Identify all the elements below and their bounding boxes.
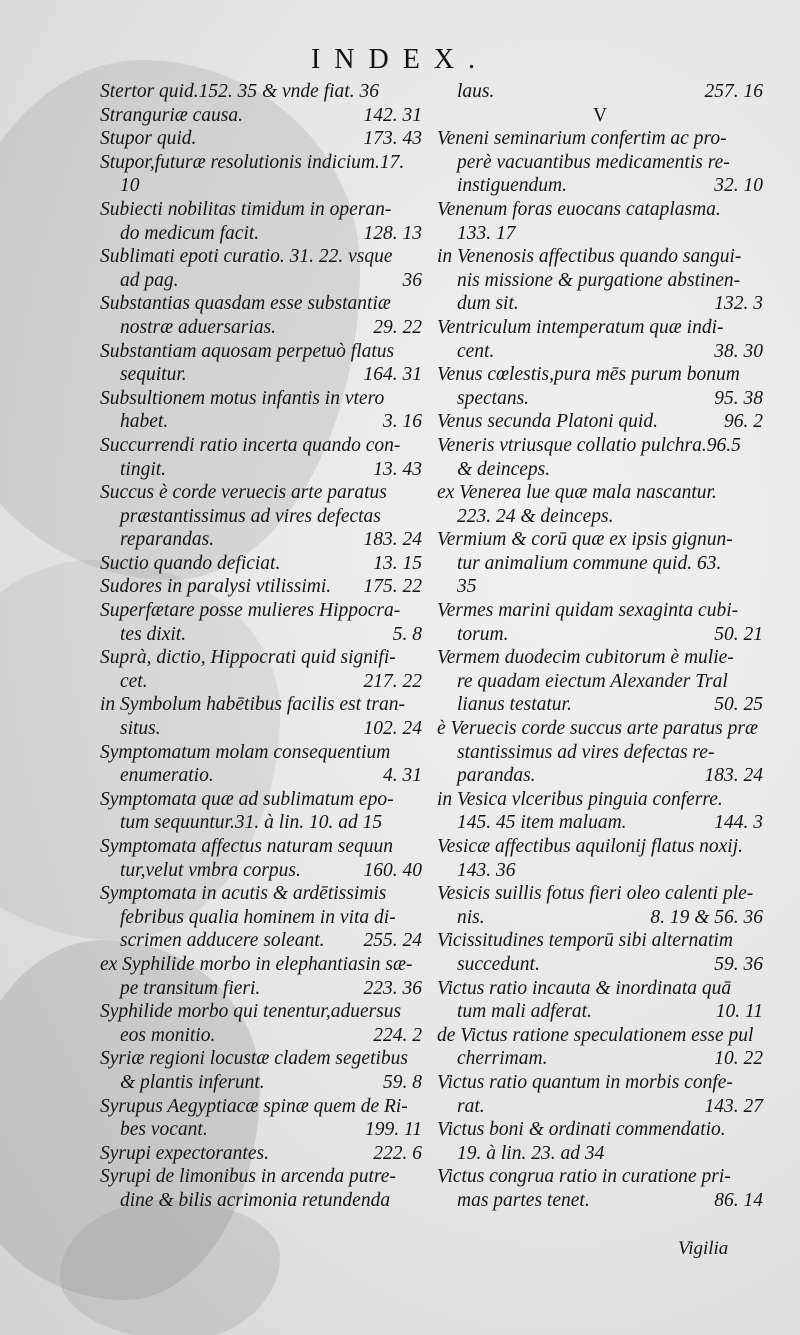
page-reference: 10. 22 [714,1048,763,1070]
entry-text: Substantiam aquosam perpetuò flatus [100,340,395,362]
entry-text: Symptomata quæ ad sublimatum epo- [100,788,394,810]
index-entry [437,434,763,481]
index-entry-line [437,741,763,765]
index-entry-line [100,717,422,741]
entry-text: Sudores in paralysi vtilissimi. [100,576,332,598]
entry-text: Stranguriæ causa. [100,104,244,126]
entry-text: Victus ratio incauta & inordinata quā [437,977,732,999]
index-entry-line [437,80,763,104]
index-entry-line [100,623,422,647]
entry-text: ex Venerea lue quæ mala nascantur. [437,482,717,504]
index-entry-line [100,764,422,788]
page-reference: 10. 11 [715,1001,763,1023]
index-entry-line [437,977,763,1001]
entry-text: Suprà, dictio, Hippocrati quid signifi- [100,647,396,669]
page-reference: 36 [402,269,422,291]
page-reference: 102. 24 [363,718,422,740]
index-entry-line [437,670,763,694]
index-entry-line [437,646,763,670]
page-reference: 8. 19 & 56. 36 [650,906,763,928]
index-entry [100,292,422,339]
entry-text: Vesicæ affectibus aquilonij flatus noxij. [437,836,744,857]
entry-text: Subsultionem motus infantis in vtero [100,387,385,409]
index-entry-line [437,1189,763,1213]
entry-text: tum sequuntur.31. à lin. 10. ad 15 [120,812,383,834]
index-entry-line [437,717,763,741]
entry-text: Syrupus Aegyptiacæ spinæ quem de Ri- [100,1095,408,1117]
index-entry-line [437,505,763,529]
entry-text: rat. [457,1095,485,1117]
index-entry-line [437,528,763,552]
entry-text: Venus cœlestis,pura mēs purum bonum [437,364,740,386]
index-entry [437,1165,763,1212]
index-entry-line [100,1071,422,1095]
entry-text: nis missione & purgatione abstinen- [457,269,741,291]
index-entry-line [100,316,422,340]
index-entry [100,1047,422,1094]
index-entry [437,410,763,434]
index-entry-line [437,198,763,222]
page-reference: 224. 2 [373,1024,422,1046]
index-entry-line [437,693,763,717]
index-entry-line [437,599,763,623]
entry-text: lianus testatur. [457,694,572,716]
index-entry-line [100,481,422,505]
index-entry-line [100,505,422,529]
page-reference: 13. 15 [373,552,422,574]
index-entry-line [100,811,422,835]
entry-text: Stupor,futuræ resolutionis indicium.17. [100,151,405,173]
entry-text: Venus secunda Platoni quid. [437,411,658,433]
index-entry-line [437,292,763,316]
index-entry-line [100,859,422,883]
entry-text: Symptomatum molam consequentium [100,741,391,763]
page-reference: 257. 16 [704,81,763,102]
entry-text: Subiecti nobilitas timidum in operan- [100,198,392,220]
index-entry-line [437,458,763,482]
index-entry-line [100,788,422,812]
index-entry-line [100,693,422,717]
index-entry-line [437,316,763,340]
entry-text: succedunt. [457,953,540,975]
index-entry-line [437,387,763,411]
index-entry [100,434,422,481]
index-entry-line [100,599,422,623]
page-reference: 255. 24 [363,930,422,952]
index-entry-line [437,1165,763,1189]
entry-text: Vermium & corū quæ ex ipsis gignun- [437,529,733,551]
page-reference: 164. 31 [363,364,422,386]
index-entry-line [437,1071,763,1095]
entry-text: Vesicis suillis fotus fieri oleo calenti ple- [437,883,754,905]
entry-text: tingit. [120,458,167,480]
entry-text: de Victus ratione speculationem esse pul [437,1024,754,1046]
index-entry-line [437,811,763,835]
entry-text: Symptomata in acutis & ardētissimis [100,883,387,905]
index-entry-line [100,458,422,482]
index-entry [437,528,763,599]
entry-text: 223. 24 & deinceps. [457,505,614,527]
index-entry [100,646,422,693]
index-entry-line [100,1142,422,1166]
entry-text: situs. [120,718,161,740]
page-reference: 50. 21 [714,623,763,645]
index-entry-line [100,977,422,1001]
index-entry [437,1024,763,1071]
index-entry [437,929,763,976]
page-reference: 5. 8 [392,623,422,645]
page-reference: 4. 31 [383,765,422,787]
entry-text: Symptomata affectus naturam sequun [100,836,394,857]
page-reference: 128. 13 [363,222,422,244]
entry-text: è Veruecis corde succus arte paratus præ [437,718,758,740]
page-reference: 86. 14 [714,1189,763,1211]
index-entry [437,882,763,929]
index-entry-line [100,528,422,552]
page-header: INDEX. [310,44,490,75]
entry-text: Vermem duodecim cubitorum è mulie- [437,647,734,669]
index-entry [100,198,422,245]
index-entry-line [437,340,763,364]
entry-text: cherrimam. [457,1048,548,1070]
index-entry-line [100,835,422,859]
entry-text: 145. 45 item maluam. [457,812,627,834]
index-entry-line [437,859,763,883]
index-entry [100,481,422,552]
index-entry-line [100,906,422,930]
index-entry-line [100,80,422,104]
index-entry [437,835,763,882]
index-entry [100,953,422,1000]
entry-text: Stertor quid.152. 35 & vnde fiat. 36 [100,81,379,102]
page-reference: 143. 27 [704,1095,763,1117]
entry-text: stantissimus ad vires defectas re- [457,741,715,763]
entry-text: tum mali adferat. [457,1001,592,1023]
entry-text: 133. 17 [457,222,516,244]
index-entry [100,599,422,646]
index-entry-line [100,151,422,175]
index-entry-line [100,174,422,198]
index-entry-line [437,764,763,788]
entry-text: Syrupi expectorantes. [100,1142,269,1164]
entry-text: 143. 36 [457,859,516,881]
index-entry-line [100,575,422,599]
entry-text: in Symbolum habētibus facilis est tran- [100,694,405,716]
page-reference: 222. 6 [373,1142,422,1164]
index-entry-line [437,245,763,269]
index-entry [437,363,763,410]
entry-text: Victus congrua ratio in curatione pri- [437,1166,731,1188]
page-reference: 13. 43 [373,458,422,480]
entry-text: laus. [457,81,495,102]
index-entry-line [100,1047,422,1071]
entry-text: Venenum foras euocans cataplasma. [437,198,721,220]
entry-text: mas partes tenet. [457,1189,590,1211]
page-reference: 144. 3 [714,812,763,834]
index-entry-line [100,1189,422,1213]
index-entry-line [100,127,422,151]
page-reference: 32. 10 [714,175,763,197]
entry-text: tur animalium commune quid. 63. [457,552,722,574]
index-entry-line [100,1095,422,1119]
page-reference: 59. 8 [383,1071,422,1093]
entry-text: Ventriculum intemperatum quæ indi- [437,316,724,338]
index-entry [100,788,422,835]
entry-text: re quadam eiectum Alexander Tral [457,670,728,692]
index-entry-line [100,387,422,411]
entry-text: Sublimati epoti curatio. 31. 22. vsque [100,246,393,268]
entry-text: 35 [457,576,477,598]
index-entry [100,1142,422,1166]
entry-text: ad pag. [120,269,179,291]
entry-text: sequitur. [120,364,187,386]
catchword: Vigilia [678,1238,729,1259]
entry-text: ex Syphilide morbo in elephantiasin sæ- [100,953,413,975]
index-entry-line [100,104,422,128]
page-reference: 50. 25 [714,694,763,716]
index-entry-line [437,906,763,930]
index-entry-line [437,363,763,387]
entry-text: nostræ aduersarias. [120,316,277,338]
index-entry [100,835,422,882]
entry-text: & deinceps. [457,458,551,480]
page-reference: 223. 36 [363,977,422,999]
entry-text: Vicissitudines temporū sibi alternatim [437,930,733,952]
entry-text: bes vocant. [120,1119,208,1141]
page-reference: 160. 40 [363,859,422,881]
entry-text: Veneni seminarium confertim ac pro- [437,128,727,150]
index-entry [437,1071,763,1118]
index-entry-line [437,953,763,977]
entry-text: enumeratio. [120,765,214,787]
index-entry-line [100,741,422,765]
index-entry-line [100,198,422,222]
entry-text: Syriæ regioni locustæ cladem segetibus [100,1048,408,1070]
entry-text: cent. [457,340,495,362]
index-entry [437,717,763,788]
page-reference: 38. 30 [714,340,763,362]
index-entry [100,552,422,576]
page-reference: 183. 24 [363,529,422,551]
index-entry-line [100,929,422,953]
index-entry-line [100,670,422,694]
index-entry-line [437,623,763,647]
entry-text: Victus boni & ordinati commendatio. [437,1119,726,1141]
entry-text: tur,velut vmbra corpus. [120,859,301,881]
index-entry [437,245,763,316]
page-reference: 59. 36 [714,953,763,975]
index-entry-line [100,1000,422,1024]
index-entry [437,80,763,104]
index-entry [100,151,422,198]
entry-text: Vermes marini quidam sexaginta cubi- [437,600,739,622]
index-entry [100,127,422,151]
entry-text: 10 [120,175,140,197]
index-entry-line [437,222,763,246]
entry-text: Succurrendi ratio incerta quando con- [100,434,401,456]
index-entry-line [437,151,763,175]
entry-text: scrimen adducere soleant. [120,930,325,952]
index-entry-line [437,481,763,505]
index-entry-line [437,410,763,434]
left-index-column [100,80,422,1213]
index-entry [437,599,763,646]
index-entry-line [437,1142,763,1166]
index-entry-line [437,788,763,812]
entry-text: habet. [120,411,169,433]
index-entry-line [100,434,422,458]
index-entry-line [100,410,422,434]
entry-text: Substantias quasdam esse substantiæ [100,293,391,315]
index-entry [100,693,422,740]
index-entry [100,741,422,788]
index-entry [437,127,763,198]
page-reference: 132. 3 [714,293,763,315]
index-entry-line [437,127,763,151]
index-entry-line [437,104,763,128]
page-reference: 217. 22 [363,670,422,692]
entry-text: torum. [457,623,509,645]
index-entry-line [100,1118,422,1142]
index-entry [100,104,422,128]
index-entry-line [100,1024,422,1048]
entry-text: eos monitio. [120,1024,216,1046]
index-entry [437,481,763,528]
index-entry-line [100,953,422,977]
entry-text: perè vacuantibus medicamentis re- [457,151,730,173]
index-entry-line [100,882,422,906]
entry-text: nis. [457,906,485,928]
entry-text: 19. à lin. 23. ad 34 [457,1142,605,1164]
entry-text: præstantissimus ad vires defectas [120,505,381,527]
entry-text: in Vesica vlceribus pinguia conferre. [437,788,723,810]
index-entry-line [437,1118,763,1142]
index-entry [437,104,763,128]
entry-text: Stupor quid. [100,128,197,150]
entry-text: febribus qualia hominem in vita di- [120,906,396,928]
index-entry-line [437,1047,763,1071]
index-entry-line [437,835,763,859]
page-reference: 173. 43 [363,128,422,150]
index-entry [100,575,422,599]
entry-text: dine & bilis acrimonia retundenda [120,1189,391,1211]
index-entry-line [100,269,422,293]
index-entry [100,80,422,104]
entry-text: instiguendum. [457,175,567,197]
index-entry [100,882,422,953]
page-reference: 175. 22 [363,576,422,598]
index-entry-line [100,1165,422,1189]
index-entry-line [100,222,422,246]
entry-text: reparandas. [120,529,215,551]
index-entry-line [100,363,422,387]
index-entry [437,1118,763,1165]
entry-text: & plantis inferunt. [120,1071,265,1093]
index-entry-line [437,1024,763,1048]
water-stain [60,1200,280,1335]
index-entry-line [100,245,422,269]
page-reference: 95. 38 [714,387,763,409]
entry-text: Syphilide morbo qui tenentur,aduersus [100,1001,402,1023]
index-entry-line [437,1095,763,1119]
index-entry [437,788,763,835]
index-entry-line [100,552,422,576]
index-entry-line [437,434,763,458]
index-entry [100,340,422,387]
index-entry [437,198,763,245]
entry-text: Suctio quando deficiat. [100,552,281,574]
entry-text: Succus è corde veruecis arte paratus [100,482,387,504]
index-entry [437,316,763,363]
index-entry-line [437,269,763,293]
entry-text: Veneris vtriusque collatio pulchra.96.5 [437,434,741,456]
entry-text: parandas. [457,765,536,787]
index-entry-line [100,340,422,364]
entry-text: V [592,104,608,126]
page-reference: 3. 16 [383,411,422,433]
entry-text: tes dixit. [120,623,187,645]
index-entry-line [437,1000,763,1024]
index-entry [100,1095,422,1142]
entry-text: Syrupi de limonibus in arcenda putre- [100,1166,396,1188]
index-entry-line [100,292,422,316]
index-entry-line [437,174,763,198]
page-reference: 199. 11 [364,1119,422,1141]
entry-text: dum sit. [457,293,519,315]
index-entry [100,1000,422,1047]
entry-text: Superfætare posse mulieres Hippocra- [100,600,401,622]
page-reference: 142. 31 [363,104,422,126]
page-reference: 183. 24 [704,765,763,787]
index-entry [100,245,422,292]
index-entry-line [437,929,763,953]
index-entry [437,977,763,1024]
page-reference: 29. 22 [373,316,422,338]
entry-text: Victus ratio quantum in morbis confe- [437,1071,733,1093]
page-reference: 96. 2 [724,411,763,433]
index-entry-line [437,575,763,599]
right-index-column [437,80,763,1213]
entry-text: in Venenosis affectibus quando sangui- [437,246,742,268]
index-entry-line [100,646,422,670]
index-entry [100,1165,422,1212]
entry-text: pe transitum fieri. [120,977,261,999]
index-entry [437,646,763,717]
entry-text: spectans. [457,387,530,409]
index-entry [100,387,422,434]
entry-text: do medicum facit. [120,222,260,244]
entry-text: cet. [120,670,148,692]
index-entry-line [437,552,763,576]
index-entry-line [437,882,763,906]
